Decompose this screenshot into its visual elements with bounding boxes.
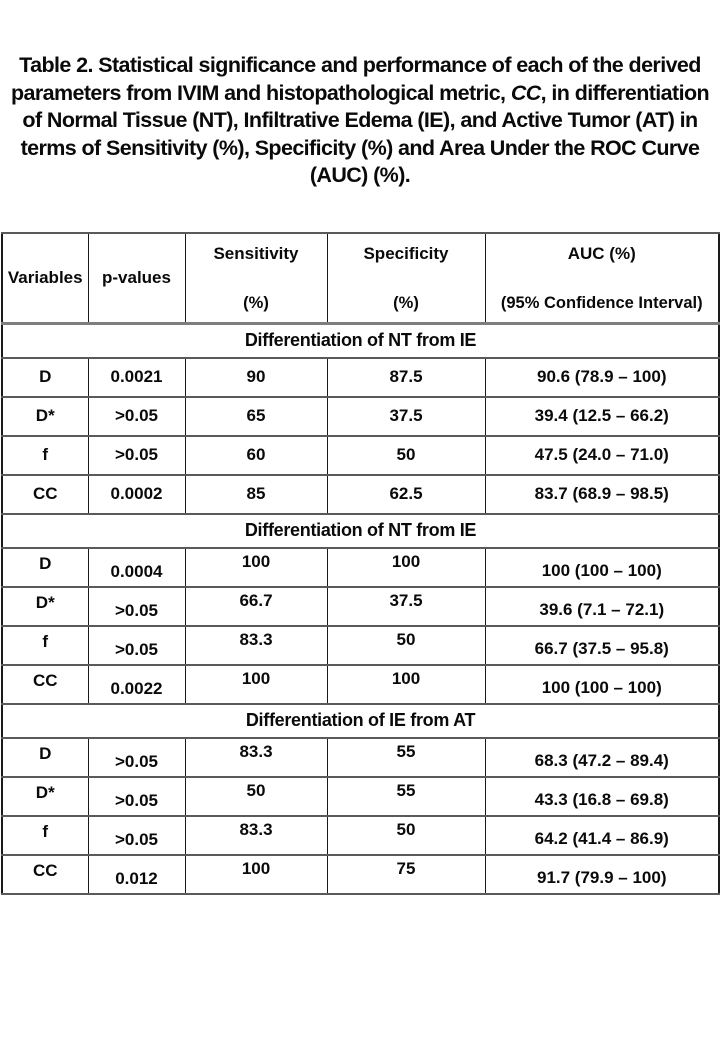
cell-auc: 100 (100 – 100) xyxy=(485,548,719,587)
cell-p-value: >0.05 xyxy=(88,816,185,855)
cell-auc: 39.6 (7.1 – 72.1) xyxy=(485,587,719,626)
caption-line-2 xyxy=(0,80,720,108)
section-2-title: Differentiation of NT from IE xyxy=(2,514,719,548)
table-row xyxy=(2,358,719,397)
section-3-header-row xyxy=(2,704,719,738)
cell-p-value: 0.0004 xyxy=(88,548,185,587)
cell-auc: 91.7 (79.9 – 100) xyxy=(485,855,719,894)
cell-variable: D xyxy=(2,738,88,777)
cell-auc: 66.7 (37.5 – 95.8) xyxy=(485,626,719,665)
specificity-header-label: Specificity xyxy=(363,244,449,263)
cell-variable: CC xyxy=(2,855,88,894)
cell-sensitivity: 100 xyxy=(185,855,327,894)
results-table xyxy=(1,232,720,895)
cell-p-value: >0.05 xyxy=(88,777,185,816)
section-3-title: Differentiation of IE from AT xyxy=(2,704,719,738)
table-row xyxy=(2,665,719,704)
cell-specificity: 37.5 xyxy=(327,397,485,436)
cell-specificity: 50 xyxy=(327,436,485,475)
cell-p-value: 0.0021 xyxy=(88,358,185,397)
cell-specificity: 50 xyxy=(327,816,485,855)
cell-sensitivity: 85 xyxy=(185,475,327,514)
table-row xyxy=(2,475,719,514)
header-row xyxy=(2,233,719,324)
cell-p-value: >0.05 xyxy=(88,587,185,626)
cell-variable: CC xyxy=(2,665,88,704)
cell-specificity: 62.5 xyxy=(327,475,485,514)
cell-specificity: 87.5 xyxy=(327,358,485,397)
cell-variable: D* xyxy=(2,587,88,626)
section-1-title: Differentiation of NT from IE xyxy=(2,324,719,358)
cell-specificity: 37.5 xyxy=(327,587,485,626)
table-row xyxy=(2,626,719,665)
cell-p-value: 0.012 xyxy=(88,855,185,894)
cell-auc: 47.5 (24.0 – 71.0) xyxy=(485,436,719,475)
specificity-header-unit: (%) xyxy=(393,294,419,312)
cell-sensitivity: 65 xyxy=(185,397,327,436)
section-1-header-row xyxy=(2,324,719,358)
caption-line-3: of Normal Tissue (NT), Infiltrative Edema (IE), and Active Tumor (AT) in xyxy=(22,108,698,132)
cell-sensitivity: 100 xyxy=(185,665,327,704)
caption-line-4: terms of Sensitivity (%), Specificity (%) and Area Under the ROC Curve xyxy=(20,135,700,160)
section-2-header-row xyxy=(2,514,719,548)
table-row xyxy=(2,855,719,894)
col-header-sensitivity xyxy=(185,233,327,324)
cell-p-value: 0.0002 xyxy=(88,475,185,514)
cell-specificity: 55 xyxy=(327,777,485,816)
cell-variable: f xyxy=(2,436,88,475)
cell-specificity: 100 xyxy=(327,548,485,587)
cell-variable: D* xyxy=(2,397,88,436)
cell-variable: f xyxy=(2,816,88,855)
cell-specificity: 55 xyxy=(327,738,485,777)
cell-p-value: >0.05 xyxy=(88,626,185,665)
cell-sensitivity: 66.7 xyxy=(185,587,327,626)
cell-variable: CC xyxy=(2,475,88,514)
col-header-specificity xyxy=(327,233,485,324)
cell-variable: D xyxy=(2,358,88,397)
cell-auc: 43.3 (16.8 – 69.8) xyxy=(485,777,719,816)
sensitivity-header-label: Sensitivity xyxy=(213,244,299,263)
cell-sensitivity: 83.3 xyxy=(185,816,327,855)
cell-auc: 68.3 (47.2 – 89.4) xyxy=(485,738,719,777)
cell-specificity: 50 xyxy=(327,626,485,665)
auc-header-ci: (95% Confidence Interval) xyxy=(500,294,703,312)
table-row xyxy=(2,397,719,436)
col-header-auc xyxy=(485,233,719,324)
cell-specificity: 100 xyxy=(327,665,485,704)
cell-sensitivity: 50 xyxy=(185,777,327,816)
cell-p-value: >0.05 xyxy=(88,738,185,777)
cell-auc: 83.7 (68.9 – 98.5) xyxy=(485,475,719,514)
table-row xyxy=(2,436,719,475)
cell-sensitivity: 90 xyxy=(185,358,327,397)
cell-variable: D xyxy=(2,548,88,587)
cell-auc: 64.2 (41.4 – 86.9) xyxy=(485,816,719,855)
cell-sensitivity: 60 xyxy=(185,436,327,475)
cell-sensitivity: 83.3 xyxy=(185,626,327,665)
table-row xyxy=(2,738,719,777)
caption-line-5: (AUC) (%). xyxy=(309,163,411,187)
col-header-variables: Variables xyxy=(2,233,88,324)
table-row xyxy=(2,816,719,855)
cell-p-value: 0.0022 xyxy=(88,665,185,704)
cell-sensitivity: 83.3 xyxy=(185,738,327,777)
cell-variable: f xyxy=(2,626,88,665)
table-caption xyxy=(0,52,720,190)
table-row xyxy=(2,548,719,587)
cell-sensitivity: 100 xyxy=(185,548,327,587)
table-row xyxy=(2,587,719,626)
cell-p-value: >0.05 xyxy=(88,397,185,436)
caption-line-1: Table 2. Statistical significance and performance of each of the derived xyxy=(19,53,701,77)
auc-header-label: AUC (%) xyxy=(567,244,636,263)
caption-cc-italic: CC xyxy=(510,80,541,105)
cell-specificity: 75 xyxy=(327,855,485,894)
cell-auc: 90.6 (78.9 – 100) xyxy=(485,358,719,397)
caption-line-2-pre: parameters from IVIM and histopathological metric, xyxy=(10,80,511,105)
caption-line-2-post: , in differentiation xyxy=(540,80,710,105)
col-header-p-values: p-values xyxy=(88,233,185,324)
sensitivity-header-unit: (%) xyxy=(243,294,269,312)
cell-auc: 39.4 (12.5 – 66.2) xyxy=(485,397,719,436)
cell-p-value: >0.05 xyxy=(88,436,185,475)
cell-auc: 100 (100 – 100) xyxy=(485,665,719,704)
table-row xyxy=(2,777,719,816)
cell-variable: D* xyxy=(2,777,88,816)
